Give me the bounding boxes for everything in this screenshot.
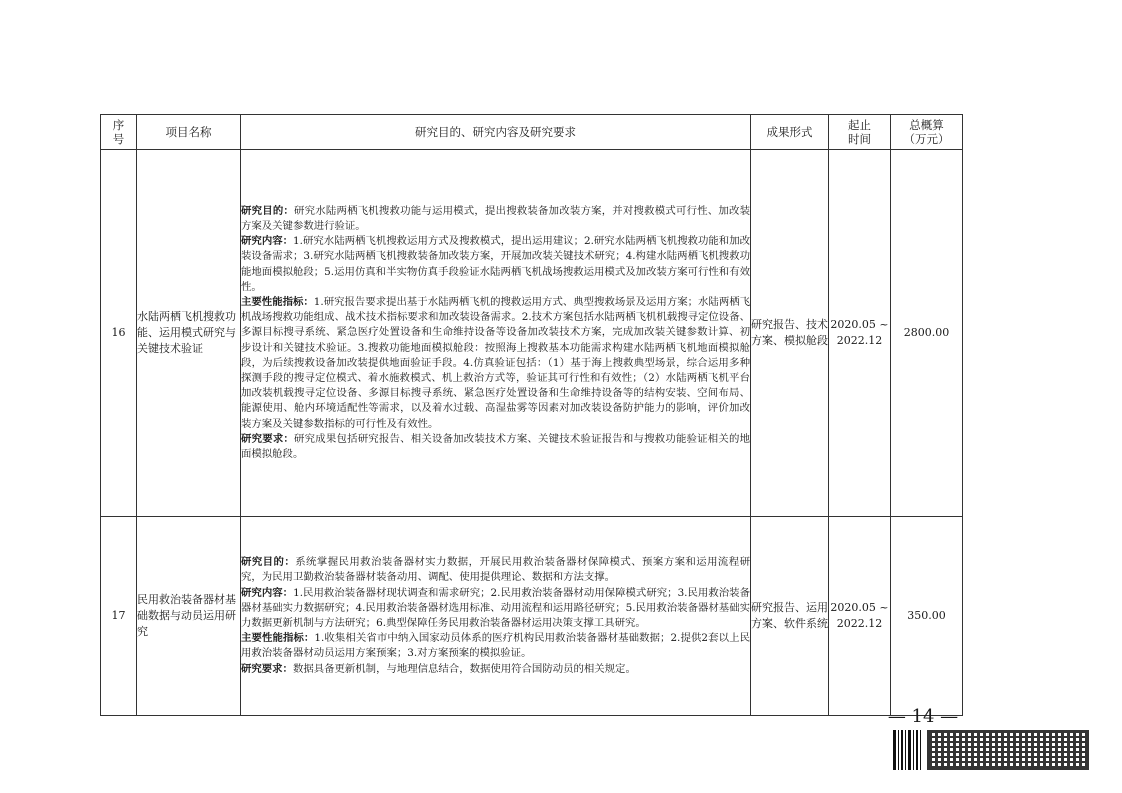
purpose-label: 研究目的： — [241, 556, 296, 569]
project-description — [241, 150, 751, 517]
header-desc: 研究目的、研究内容及研究要求 — [241, 115, 751, 150]
indicator-label: 主要性能指标： — [241, 632, 315, 645]
row-number: 17 — [101, 517, 137, 716]
purpose-text: 研究水陆两栖飞机搜救功能与运用模式，提出搜救装备加改装方案，并对搜救模式可行性、加改装方案及关键参数进行验证。 — [241, 204, 750, 232]
purpose-label: 研究目的： — [241, 204, 295, 217]
budget-value: 2800.00 — [891, 150, 963, 517]
project-table — [100, 114, 963, 716]
requirement-label: 研究要求： — [241, 432, 295, 445]
content-label: 研究内容： — [241, 235, 294, 248]
indicator-text: 1.收集相关省市中纳入国家动员体系的医疗机构民用救治装备器材基础数据；2.提供2套以上民用救治装备器材动员运用方案预案；3.对方案预案的模拟验证。 — [241, 632, 750, 660]
header-budget: 总概算 （万元） — [891, 115, 963, 150]
barcode-icon — [893, 730, 1089, 770]
result-form: 研究报告、运用方案、软件系统 — [751, 517, 829, 716]
barcode-bars — [893, 730, 923, 770]
time-range: 2020.05 ~ 2022.12 — [829, 517, 891, 716]
content-text: 1.民用救治装备器材现状调查和需求研究；2.民用救治装备器材动用保障模式研究；3.民用救治装备器材基础实力数据研究；4.民用救治装备器材选用标准、动用流程和运用路径研究；5.民用救治装备器材基础实力数据更新机制与方法研究；6.典型保障任务民用救治装备器材运用决策支撑工具研究。 — [241, 586, 750, 629]
table-row — [101, 517, 963, 716]
indicator-label: 主要性能指标： — [241, 295, 314, 308]
table-row — [101, 150, 963, 517]
time-range: 2020.05 ~ 2022.12 — [829, 150, 891, 517]
content-label: 研究内容： — [241, 586, 294, 599]
indicator-text: 1.研究报告要求提出基于水陆两栖飞机的搜救运用方式、典型搜救场景及运用方案；水陆两栖飞机战场搜救功能组成、战术技术指标要求和加改装设备需求。2.技术方案包括水陆两栖飞机机载搜寻定位设备、多源目标搜寻系统、紧急医疗处置设备和生命维持设备等设备加改装技术方案，完成加改装关键参数计算、初步设计和关键技术验证。3.搜救功能地面模拟舱段：按照海上搜救基本功能需求构建水陆两栖飞机地面模拟舱段，为后续搜救设备加改装提供地面验证手段。4.仿真验证包括：（1）基于海上搜救典型场景，综合运用多种探测手段的搜寻定位模式、着水施救模式、机上救治方式等，验证其可行性和有效性；（2）水陆两栖飞机平台加改装机载搜寻定位设备、多源目标搜寻系统、紧急医疗处置设备和生命维持设备等的结构安装、空间布局、能源使用、舱内环境适配性等需求，以及着水过载、高湿盐雾等因素对加改装设备防护能力的影响，评价加改装方案及关键参数指标的可行性及有效性。 — [241, 295, 751, 430]
row-number: 16 — [101, 150, 137, 517]
requirement-text: 研究成果包括研究报告、相关设备加改装技术方案、关键技术验证报告和与搜救功能验证相关的地面模拟舱段。 — [241, 432, 750, 461]
header-name: 项目名称 — [137, 115, 241, 150]
project-name: 水陆两栖飞机搜救功能、运用模式研究与关键技术验证 — [137, 150, 241, 517]
project-table-container — [100, 114, 962, 716]
page-number: — 14 — — [887, 706, 959, 727]
budget-value: 350.00 — [891, 517, 963, 716]
table-header-row — [101, 115, 963, 150]
requirement-label: 研究要求： — [241, 662, 293, 675]
header-time: 起止 时间 — [829, 115, 891, 150]
purpose-text: 系统掌握民用救治装备器材实力数据，开展民用救治装备器材保障模式、预案方案和运用流程研究，为民用卫勤救治装备器材装备动用、调配、使用提供理论、数据和方法支撑。 — [241, 556, 751, 584]
result-form: 研究报告、技术方案、模拟舱段 — [751, 150, 829, 517]
project-name: 民用救治装备器材基础数据与动员运用研究 — [137, 517, 241, 716]
barcode-pattern — [927, 730, 1089, 770]
content-text: 1.研究水陆两栖飞机搜救运用方式及搜救模式，提出运用建议；2.研究水陆两栖飞机搜救功能和加改装设备需求；3.研究水陆两栖飞机搜救装备加改装方案，开展加改装关键技术研究；4.构建水陆两栖飞机搜救功能地面模拟舱段；5.运用仿真和半实物仿真手段验证水陆两栖飞机战场搜救运用模式及加改装方案可行性和有效性。 — [241, 235, 751, 293]
project-description — [241, 517, 751, 716]
header-form: 成果形式 — [751, 115, 829, 150]
requirement-text: 数据具备更新机制，与地理信息结合，数据使用符合国防动员的相关规定。 — [292, 662, 636, 675]
header-no: 序 号 — [101, 115, 137, 150]
